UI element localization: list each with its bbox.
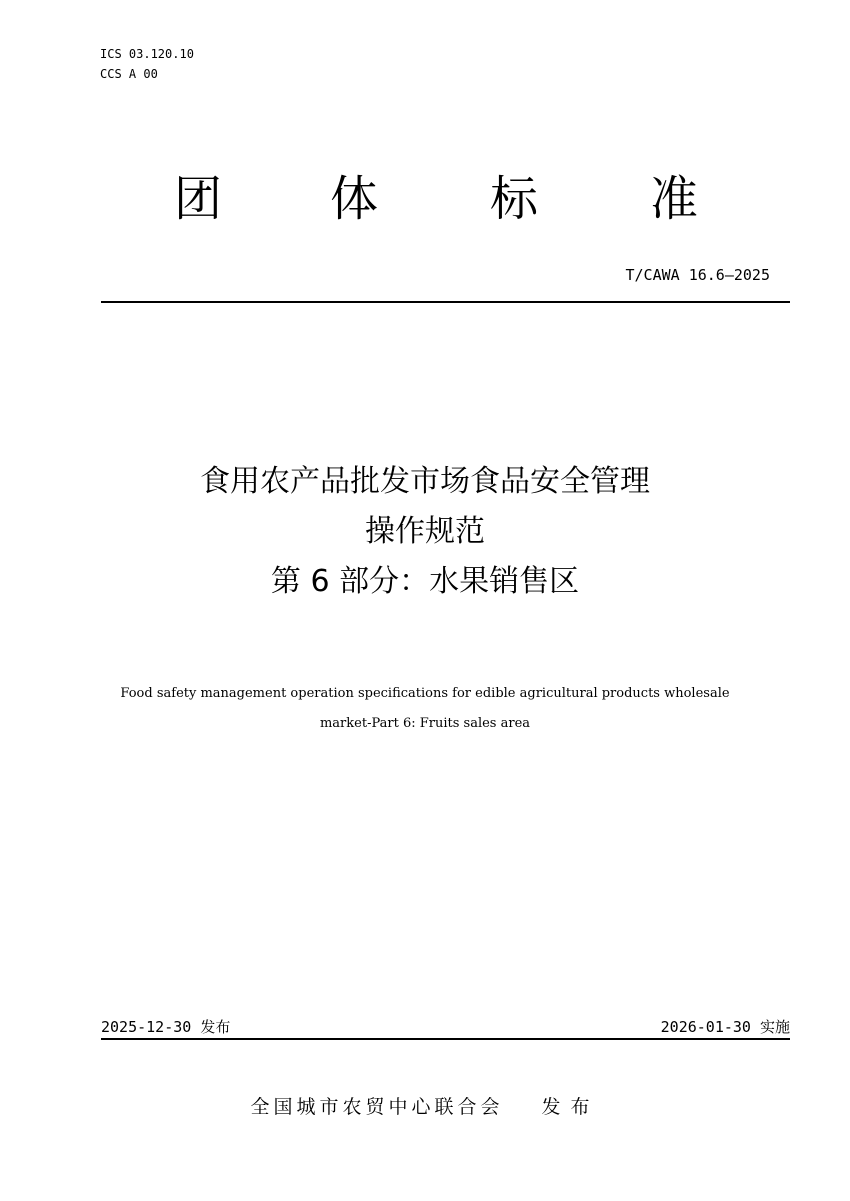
issuer-line [0, 1092, 850, 1119]
bottom-divider [101, 1038, 790, 1040]
implement-date: 2026-01-30 实施 [660, 1018, 790, 1036]
ccs-code: CCS A 00 [100, 67, 158, 81]
issue-action: 发布 [541, 1096, 600, 1118]
english-title-line-2: market-Part 6: Fruits sales area [319, 716, 531, 731]
standard-type-char: 团 [174, 171, 223, 227]
title-line-1: 食用农产品批发市场食品安全管理 [200, 464, 650, 499]
standard-number: T/CAWA 16.6—2025 [625, 266, 770, 284]
issuing-organization: 全国城市农贸中心联合会 [250, 1096, 504, 1118]
standard-type-char: 标 [490, 171, 539, 227]
title-line-2: 操作规范 [365, 514, 485, 549]
english-title [60, 679, 790, 739]
standard-type-char: 准 [650, 171, 699, 227]
standard-type-char: 体 [330, 171, 379, 227]
ics-code: ICS 03.120.10 [100, 47, 194, 61]
chinese-title [0, 457, 850, 607]
standard-type-heading [150, 164, 730, 234]
classification-codes [100, 44, 194, 84]
english-title-line-1: Food safety management operation specifications for edible agricultural products wholesale [120, 686, 730, 701]
title-line-3: 第 6 部分：水果销售区 [270, 564, 580, 599]
top-divider [101, 301, 790, 303]
publish-date: 2025-12-30 发布 [101, 1018, 231, 1036]
